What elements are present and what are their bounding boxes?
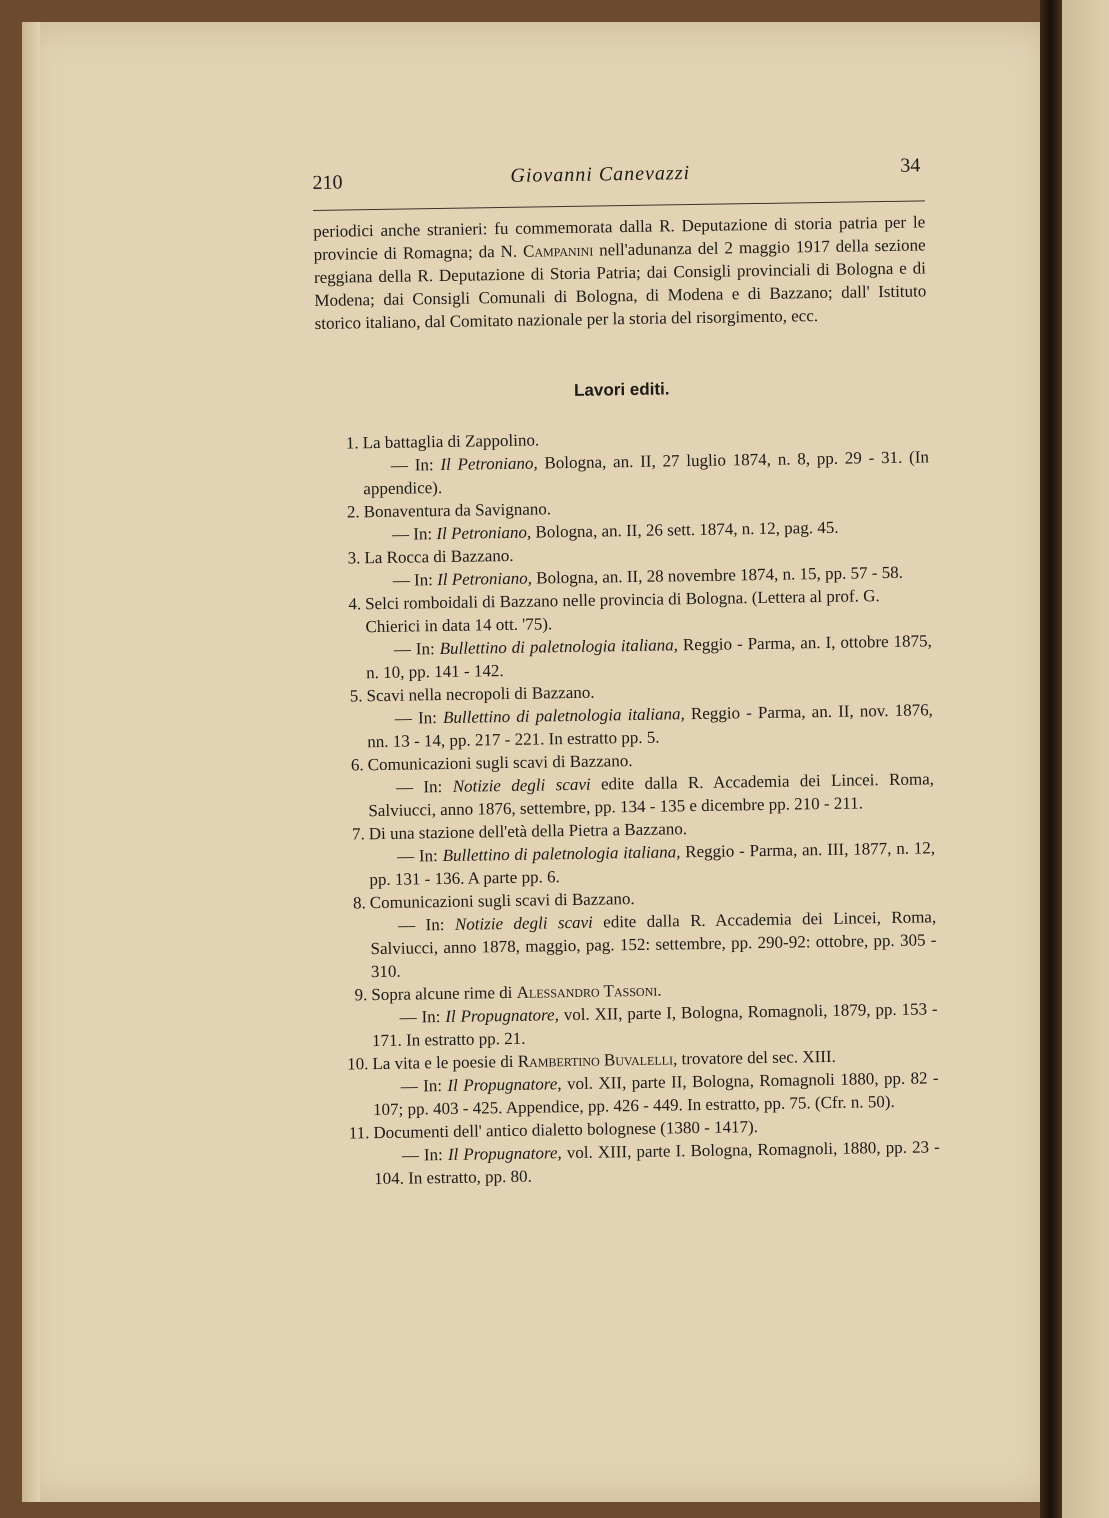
citation-details: Reggio - Parma, an. II, nov. 1876, nn. 13 - 14, pp. 217 - 221. In estratto pp. 5. [367,700,934,752]
title-suffix: . [657,980,662,1000]
work-number: 1. [345,433,359,453]
journal-title: Il Petroniano, [440,453,538,475]
work-title: Comunicazioni sugli scavi di Bazzano. [367,751,633,775]
work-title: Selci romboidali di Bazzano nelle provincia di Bologna. (Lettera al prof. G. Chierici in data 14 ott. '75). [364,586,880,637]
work-number: 4. [348,594,362,614]
citation-details: vol. XII, parte I, Bologna, Romagnoli, 1879, pp. 153 - 171. In estratto pp. 21. [371,999,938,1051]
work-citation [374,1135,941,1190]
citation-prefix: — In: [391,524,437,544]
journal-title: Il Petroniano, [436,522,532,544]
work-title: Di una stazione dell'età della Pietra a Bazzano. [368,819,688,844]
work-item [337,583,932,684]
work-number: 11. [348,1123,370,1143]
work-title: Bonaventura da Savignano. [363,499,552,522]
citation-prefix: — In: [392,570,438,590]
running-title: Giovanni Canevazzi [510,162,691,187]
work-number: 9. [354,985,368,1005]
citation-prefix: — In: [394,708,444,728]
section-number: 34 [900,154,921,177]
work-item [342,882,937,983]
works-list [334,422,940,1190]
work-item [338,675,933,753]
citation-prefix: — In: [399,1007,446,1027]
author-name: Rambertino Buvalelli [517,1049,674,1071]
citation-details: Reggio - Parma, an. I, ottobre 1875, n. 10, pp. 141 - 142. [366,631,932,683]
citation-details: edite dalla R. Accademia dei Lincei, Roma, Salviucci, anno 1878, maggio, pag. 152: settembre, pp. 290-92: ottobre, pp. 305 - 310. [370,907,937,982]
citation-details: Bologna, an. II, 27 luglio 1874, n. 8, pp. 29 - 31. (In appendice). [363,447,930,499]
journal-title: Bullettino di paletnologia italiana, [442,842,681,866]
intro-name-campanini: Campanini [522,240,594,261]
page-edge [22,22,40,1502]
journal-title: Bullettino di paletnologia italiana, [442,704,685,728]
journal-title: Bullettino di paletnologia italiana, [439,635,679,659]
citation-details: edite dalla R. Accademia dei Lincei. Roma, Salviucci, anno 1876, settembre, pp. 134 - 135 e dicembre pp. 210 - 211. [368,769,935,821]
work-number: 3. [347,548,361,568]
journal-title: Notizie degli scavi [452,774,591,796]
journal-title: Il Propugnatore, [445,1005,560,1027]
journal-title: Il Propugnatore, [447,1074,562,1095]
citation-details: vol. XIII, parte I. Bologna, Romagnoli, 1880, pp. 23 - 104. In estratto, pp. 80. [374,1137,940,1189]
work-number: 7. [351,824,365,844]
citation-prefix: — In: [390,455,441,475]
citation-prefix: — In: [396,846,443,866]
citation-details: Reggio - Parma, an. III, 1877, n. 12, pp. 131 - 136. A parte pp. 6. [369,838,936,890]
book-spine [1040,0,1062,1518]
intro-paragraph [313,210,927,335]
work-title: Documenti dell' antico dialetto bolognese (1380 - 1417). [373,1117,759,1143]
work-item [345,1112,940,1190]
work-item [341,813,936,891]
journal-title: Il Propugnatore, [447,1143,562,1164]
journal-title: Notizie degli scavi [454,912,593,934]
work-item [343,974,938,1052]
work-title: La Rocca di Bazzano. [364,545,514,568]
work-item [339,744,934,822]
title-suffix: , trovatore del sec. XIII. [672,1046,837,1069]
work-title: Scavi nella necropoli di Bazzano. [366,682,595,706]
title-text: La vita e le poesie di [372,1051,518,1074]
work-title: La battaglia di Zappolino. [362,430,540,453]
citation-prefix: — In: [400,1075,448,1096]
citation-details: Bologna, an. II, 28 novembre 1874, n. 15, pp. 57 - 58. [531,562,904,588]
work-item [344,1043,939,1121]
work-item [334,422,929,500]
work-title: Comunicazioni sugli scavi di Bazzano. [369,889,635,913]
citation-prefix: — In: [398,914,456,935]
citation-prefix: — In: [395,776,453,797]
work-number: 6. [350,755,364,775]
page-number: 210 [312,171,343,194]
work-citation [370,905,937,983]
citation-details: vol. XII, parte II, Bologna, Romagnoli 1880, pp. 82 - 107; pp. 403 - 425. Appendice, pp. 426 - 449. In estratto, pp. 75. (Cfr. n. 50). [372,1068,939,1120]
author-name: Alessandro Tassoni [516,980,658,1002]
citation-prefix: — In: [401,1144,449,1165]
work-number: 5. [349,686,363,706]
work-number: 2. [346,502,360,522]
journal-title: Il Petroniano, [437,568,533,590]
section-heading: Lavori editi. [573,379,670,400]
work-number: 8. [352,893,366,913]
work-number: 10. [346,1054,369,1074]
citation-details: Bologna, an. II, 26 sett. 1874, n. 12, pag. 45. [531,517,839,542]
intro-text-part2: nell'adunanza del 2 maggio 1917 della sezione reggiana della R. Deputazione di Storia Patria; dai Consigli provinciali di Bologna e di Modena; dai Consigli Comunali di Bologna, di Modena e di Bazzano; dall' Istituto storico italiano, dal Comitato nazionale per la storia del risorgimento, ecc. [313,235,927,333]
intro-text-part1: periodici anche stranieri: fu commemorata dalla R. Deputazione di storia patria per le provincie di Romagna; da N. [313,212,926,264]
title-text: Sopra alcune rime di [371,982,517,1005]
facing-page-edge [1062,0,1109,1518]
citation-prefix: — In: [393,639,440,659]
